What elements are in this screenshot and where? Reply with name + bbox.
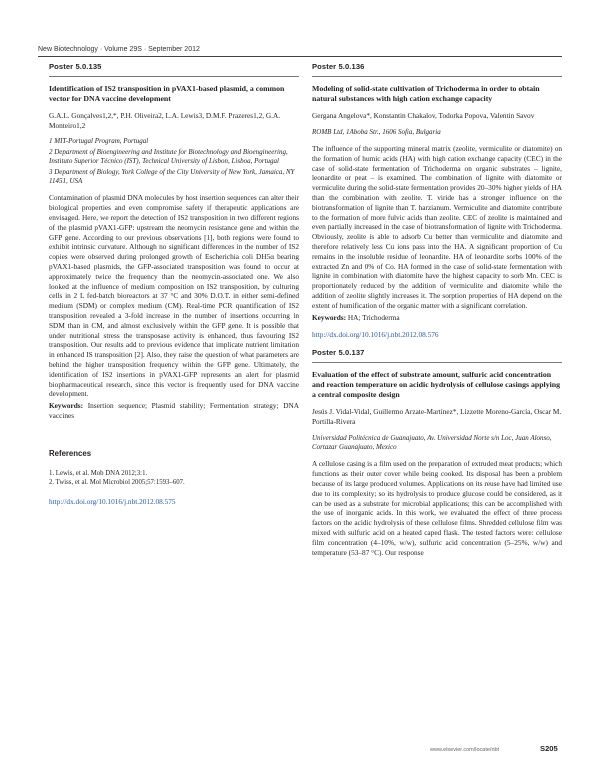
doi-link[interactable]: http://dx.doi.org/10.1016/j.nbt.2012.08.576 xyxy=(312,330,439,340)
footer-url[interactable]: www.elsevier.com/locate/nbt xyxy=(430,747,500,753)
doi-link[interactable]: http://dx.doi.org/10.1016/j.nbt.2012.08.575 xyxy=(49,496,176,506)
keywords-value: HA; Trichoderma xyxy=(347,312,400,322)
right-column xyxy=(312,62,562,559)
keywords-value: Insertion sequence; Plasmid stability; Fermentation strategy; DNA vaccines xyxy=(49,401,300,420)
affiliation: 3 Department of Biology, York College of the City University of New York, Jamaica, NY 11451, USA xyxy=(49,167,295,186)
poster-title: Modeling of solid-state cultivation of Trichoderma in order to obtain natural substances with high cation exchange capacity xyxy=(312,83,540,103)
abstract-text: Contamination of plasmid DNA molecules by host insertion sequences can alter their biological properties and even compromise safety if therapeutic applications are envisaged. Here, we report the detection of IS2 transposition in two different regions of the plasmid pVAX1-GFP: upstream the neomycin resistance gene and within the GFP gene. According to our previous observations [1], both regions were found to exhibit intrinsic curvature. Although no significant differences in the number of IS2 copies were observed during prolonged growth of Escherichia coli DH5α bearing pVAX1-based plasmids, the GFP-associated transposition was found to occur at approximately twice the frequency than the neomycin-associated one. We also looked at the influence of medium composition on IS2 transposition, by culturing cells in 2 L fed-batch bioreactors at 37 °C and 30% D.O.T. in either semi-defined medium (SDM) or complex medium (CM). Real-time PCR quantification of IS2 transposition revealed a 3-fold increase in the number of insertions occurring in SDM than in CM, and almost exclusively within the GFP gene. It is possible that under nutritional stress the transposase activity is enhanced, thus favouring IS2 transposition. Our results add to previous evidence that implicate nutrient limitation in enhanced IS transposition [2]. Also, they raise the question of what parameters are behind the higher transposition frequency within the GFP gene. Ultimately, the identification of IS2 insertions in pVAX1-GFP represents an alert for plasmid biopharmaceutical research, since this vector is frequently used for DNA vaccine development. xyxy=(49,193,299,399)
affiliation: Universidad Politécnica de Guanajuato, Av. Universidad Norte s/n Loc, Juan Alonso, Cortazar Guanajuato, Mexico xyxy=(312,433,552,451)
keywords xyxy=(312,313,562,323)
poster-divider xyxy=(312,362,562,363)
affiliation: 2 Department of Bioengineering and Institute for Biotechnology and Bioengineering, Instituto Superior Técnico (IST), Technical University of Lisbon, Lisboa, Portugal xyxy=(49,147,288,166)
affiliations xyxy=(49,137,299,186)
journal-header: New Biotechnology · Volume 29S · September 2012 xyxy=(38,46,200,53)
page-number: S205 xyxy=(540,744,558,753)
poster-title: Evaluation of the effect of substrate amount, sulfuric acid concentration and reaction temperature on acidic hydrolysis of cellulose casings applying a central composite design xyxy=(312,369,560,399)
header-divider xyxy=(38,56,562,57)
poster-id: Poster 5.0.137 xyxy=(312,348,365,358)
affiliation: 1 MIT-Portugal Program, Portugal xyxy=(49,137,149,146)
keywords-label: Keywords: xyxy=(49,401,84,411)
poster-title: Identification of IS2 transposition in pVAX1-based plasmid, a common vector for DNA vaccine development xyxy=(49,83,285,103)
poster-divider xyxy=(312,76,562,77)
reference-item: 2. Twiss, et al. Mol Microbiol 2005;57:1593–607. xyxy=(49,478,185,486)
references-list xyxy=(49,469,299,487)
reference-item: 1. Lewis, et al. Mob DNA 2012;3:1. xyxy=(49,469,148,477)
poster-id: Poster 5.0.135 xyxy=(49,62,102,71)
abstract-text: A cellulose casing is a film used on the preparation of extruded meat products; which functions as their outer cover while being cooked. Its disposal has been a problem because of its large produced volumes. Applications on its reuse have had limited use due to its complexity; so its hydrolysis to produce glucose could be considered, as it can be used as a substrate for microbial applications; this can be accomplished with the use of inorganic acids. In this work, we evaluated the effect of three process factors on the acidic hydrolysis of these cellulose films. Shredded cellulose film was mixed with sulfuric acid on a heated caped flask. The tested factors were: cellulose film concentration (4–10%, w/w), sulfuric acid concentration (5–25%, w/w) and temperature (53–87 °C). Our response xyxy=(312,459,562,557)
poster-id: Poster 5.0.136 xyxy=(312,62,365,71)
poster-authors: Jesús J. Vidal-Vidal, Guillermo Arzate-Martínez*, Lizzette Moreno-García, Oscar M. Portilla-Rivera xyxy=(312,406,562,426)
affiliation: ROMB Ltd, 1Aboba Str., 1606 Sofia, Bulgaria xyxy=(312,127,441,136)
poster-authors: G.A.L. Gonçalves1,2,*, P.H. Oliveira2, L.A. Lewis3, D.M.F. Prazeres1,2, G.A. Monteiro1,2 xyxy=(49,110,281,130)
poster-authors: Gergana Angelova*, Konstantin Chakalov, Todorka Popova, Valentin Savov xyxy=(312,110,535,120)
keywords xyxy=(49,401,299,421)
keywords-label: Keywords: xyxy=(312,312,347,322)
abstract-text: The influence of the supporting mineral matrix (zeolite, vermiculite or diatomite) on the formation of humic acids (HA) with high cation exchange capacity (CEC) in the case of solid-state fermentation of Trichoderma on organic substrates – lignite, leonardite or peat – is examined. The combination of lignite with diatomite or vermiculite during the solid-state fermentation provides 20–30% higher yields of HA than the combination with zeolite. T. viride has a stronger influence on the biotransformation of lignite than T. harzianum. Vermiculite and diatomite contribute to the formation of more fulvic acids than zeolite. CEC of zeolite is maintained and even partially increased in the case of biotransformation of lignite with Trichoderma. Obviously, zeolite is able to adsorb Cu better than vermiculite and diatomite and therefore relatively less Cu ions pass into the HA. A significant proportion of Cu remains in the insoluble residue of leonardite. HA of leonardite sorbs 100% of the extracted Zn and 0% of Co. HA formed in the case of solid-state fermentation with lignite in combination with diatomite have the highest capacity to sorb Mn. CEC is proportionately reduced by the addition of vermiculite and diatomite while the addition of zeolite slightly increases it. The sorption properties of HA depend on the extent of humification of the organic matter with a significant correlation. xyxy=(312,144,562,310)
references-heading: References xyxy=(49,448,92,458)
left-column xyxy=(49,62,299,514)
poster-divider xyxy=(49,76,299,77)
